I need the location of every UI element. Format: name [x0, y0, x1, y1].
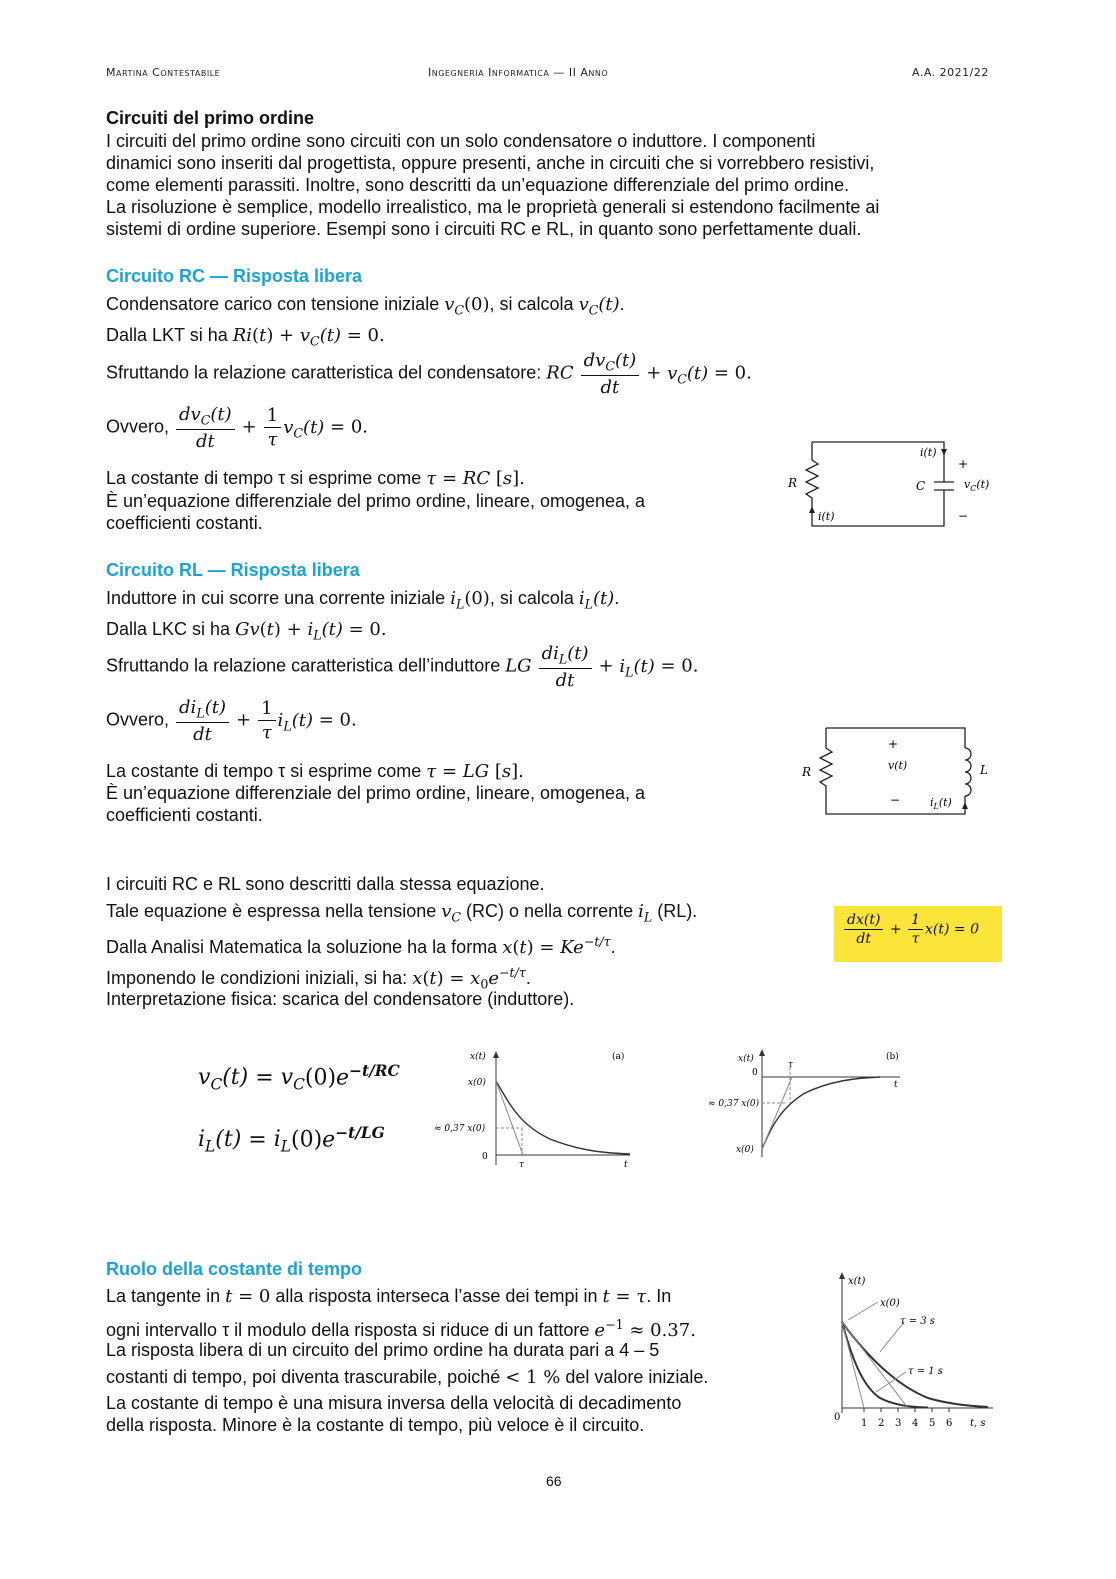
intro-line: sistemi di ordine superiore. Esempi sono i circuiti RC e RL, in quanto sono perfettamente duali.: [106, 219, 862, 239]
graph-a-label: (a): [612, 1052, 625, 1062]
tau-fig-ylabel: x(t): [848, 1276, 866, 1287]
rc-fig-R: R: [788, 476, 798, 490]
tau-line-3: La risposta libera di un circuito del primo ordine ha durata pari a 4 – 5: [106, 1340, 660, 1360]
tau-fig-t: t, s: [970, 1418, 986, 1429]
header-year: A.A. 2021/22: [912, 66, 989, 79]
common-line-2: Tale equazione è espressa nella tensione $v_C$ (RC) o nella corrente $i_L$ (RL).: [106, 901, 698, 925]
rl-fig-L: L: [980, 763, 988, 777]
rc-line-1: Condensatore carico con tensione iniziale $v_C(0)$, si calcola $v_C(t)$.: [106, 294, 625, 318]
common-line-1: I circuiti RC e RL sono descritti dalla stessa equazione.: [106, 874, 545, 894]
rc-title: Circuito RC — Risposta libera: [106, 266, 363, 286]
graph-b-zero: 0: [752, 1068, 758, 1078]
graph-b-x0: x(0): [736, 1145, 754, 1155]
tau-fig-x0: x(0): [880, 1298, 900, 1309]
rl-title: Circuito RL — Risposta libera: [106, 560, 360, 580]
tau-fig-tick: 2: [878, 1418, 885, 1429]
common-line-5: Interpretazione fisica: scarica del condensatore (induttore).: [106, 989, 575, 1009]
rl-line-2: Dalla LKC si ha $Gv(t) + i_L(t) = 0$.: [106, 619, 387, 643]
rc-fig-i: i(t): [920, 446, 937, 459]
header-author: Martina Contestabile: [106, 66, 221, 79]
rl-line-4: Ovvero, $\frac{di_L(t)}{dt}$ + $\frac{1}{\tau}$ $i_L(t) = 0$.: [106, 697, 357, 745]
rl-line-6: È un’equazione differenziale del primo ordine, lineare, omogenea, a: [106, 783, 646, 803]
rl-fig-R: R: [802, 765, 812, 779]
tau-fig-tick: 1: [861, 1418, 868, 1429]
header-course: Ingegneria Informatica — II Anno: [428, 66, 609, 79]
graph-b-label: (b): [886, 1052, 899, 1062]
rl-fig-plus: +: [888, 737, 899, 751]
page-number: 66: [546, 1473, 562, 1489]
rl-line-7: coefficienti costanti.: [106, 805, 263, 825]
graph-b: [700, 1045, 910, 1175]
highlight-equation: $\frac{dx(t)}{dt}$ + $\frac{1}{\tau}$ x(t) = 0: [834, 906, 1002, 962]
rc-line-3: Sfruttando la relazione caratteristica del condensatore: RC $\frac{dv_C(t)}{dt}$ + $v_C(t) = 0$.: [106, 350, 752, 398]
rl-fig-minus: −: [890, 793, 901, 807]
rc-line-5: La costante di tempo τ si esprime come τ = RC [s].: [106, 468, 525, 489]
graph-a: [430, 1045, 640, 1175]
rc-fig-C: C: [916, 479, 926, 493]
intro-title: Circuiti del primo ordine: [106, 108, 315, 128]
tau-line-1: La tangente in t = 0 alla risposta interseca l’asse dei tempi in t = τ. In: [106, 1286, 672, 1307]
rl-line-3: Sfruttando la relazione caratteristica dell’induttore LG $\frac{di_L(t)}{dt}$ + $i_L(t) = 0$.: [106, 643, 699, 691]
graph-a-zero: 0: [482, 1152, 488, 1162]
graph-b-ylabel: x(t): [738, 1054, 754, 1064]
tau-title: Ruolo della costante di tempo: [106, 1259, 363, 1279]
rc-line-7: coefficienti costanti.: [106, 513, 263, 533]
rl-line-5: La costante di tempo τ si esprime come τ = LG [s].: [106, 761, 524, 782]
rc-fig-plus: +: [958, 457, 969, 471]
graph-a-t: t: [624, 1160, 628, 1170]
intro-line: I circuiti del primo ordine sono circuiti con un solo condensatore o induttore. I componenti: [106, 131, 816, 151]
rc-fig-vc: $v_C(t)$: [964, 478, 990, 493]
graph-a-tau: τ: [519, 1160, 524, 1170]
rl-line-1: Induttore in cui scorre una corrente iniziale $i_L(0)$, si calcola $i_L(t)$.: [106, 588, 620, 612]
tau-fig-tau3: τ = 3 s: [900, 1316, 935, 1327]
rc-circuit-figure: [780, 430, 1000, 540]
rl-circuit-figure: [790, 718, 1000, 828]
common-line-4: Imponendo le condizioni iniziali, si ha: $x(t) = x_0e^{-t/\tau}$.: [106, 965, 531, 992]
formula-il: $i_L(t) = i_L(0)e^{-t/LG}$: [198, 1124, 385, 1156]
tau-fig-tick: 5: [929, 1418, 936, 1429]
graph-b-t: t: [894, 1080, 898, 1090]
formula-vc: $v_C(t) = v_C(0)e^{-t/RC}$: [198, 1062, 400, 1094]
tau-fig-tick: 3: [895, 1418, 902, 1429]
tau-fig-tau1: τ = 1 s: [908, 1366, 943, 1377]
graph-b-tau: τ: [788, 1060, 793, 1070]
tau-comparison-graph: [828, 1268, 998, 1438]
rc-line-6: È un’equazione differenziale del primo ordine, lineare, omogenea, a: [106, 491, 646, 511]
graph-a-ylabel: x(t): [470, 1052, 486, 1062]
rc-line-2: Dalla LKT si ha $Ri(t) + v_C(t) = 0$.: [106, 325, 385, 349]
tau-fig-zero: 0: [834, 1412, 841, 1423]
graph-a-ratio: ≈ 0,37 x(0): [434, 1124, 486, 1134]
rc-fig-i-bottom: i(t): [818, 510, 835, 523]
rl-fig-i: $i_L(t)$: [930, 796, 952, 811]
tau-fig-tick: 6: [946, 1418, 953, 1429]
intro-line: come elementi parassiti. Inoltre, sono descritti da un’equazione differenziale del primo ordine.: [106, 175, 850, 195]
rc-line-4: Ovvero, $\frac{dv_C(t)}{dt}$ + $\frac{1}{\tau}$ $v_C(t) = 0$.: [106, 404, 369, 452]
common-line-3: Dalla Analisi Matematica la soluzione ha la forma $x(t) = Ke^{-t/\tau}$.: [106, 934, 616, 958]
tau-line-5: La costante di tempo è una misura inversa della velocità di decadimento: [106, 1393, 682, 1413]
intro-line: dinamici sono inseriti dal progettista, oppure presenti, anche in circuiti che si vorrebbero resistivi,: [106, 153, 875, 173]
tau-line-4: costanti di tempo, poi diventa trascurabile, poiché < 1 % del valore iniziale.: [106, 1367, 709, 1388]
rl-fig-v: v(t): [888, 759, 908, 772]
graph-a-x0: x(0): [468, 1078, 486, 1088]
tau-fig-tick: 4: [912, 1418, 919, 1429]
rc-fig-minus: −: [958, 509, 969, 523]
intro-line: La risoluzione è semplice, modello irrealistico, ma le proprietà generali si estendono facilmente ai: [106, 197, 880, 217]
tau-line-2: ogni intervallo τ il modulo della risposta si riduce di un fattore $e^{-1} \approx 0.37$.: [106, 1317, 696, 1341]
tau-line-6: della risposta. Minore è la costante di tempo, più veloce è il circuito.: [106, 1415, 645, 1435]
graph-b-ratio: ≈ 0,37 x(0): [708, 1099, 760, 1109]
